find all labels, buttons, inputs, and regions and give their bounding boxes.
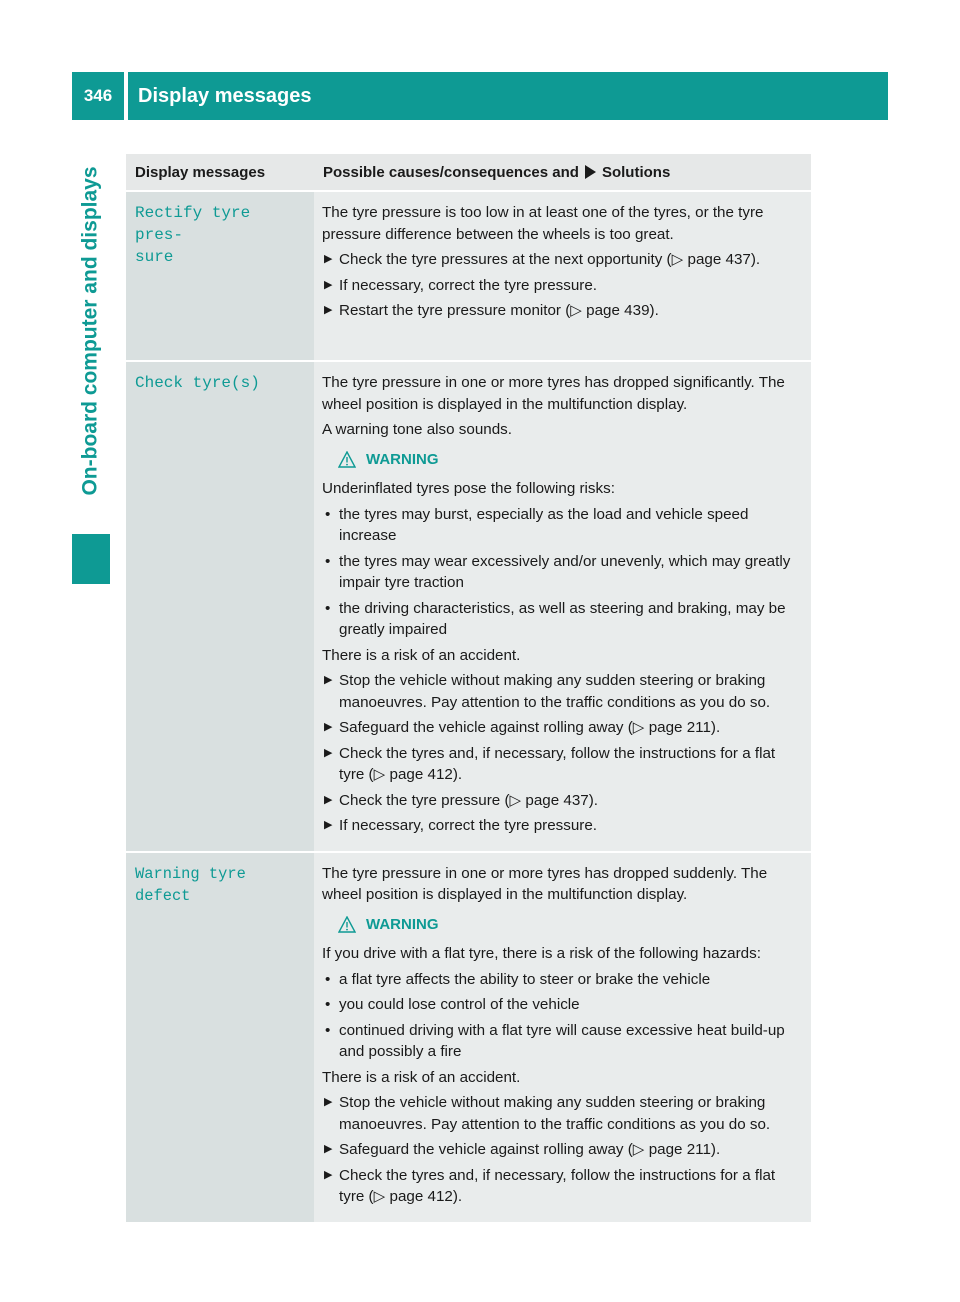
table-row	[126, 191, 811, 361]
solution-cell	[314, 361, 811, 852]
column-header-messages: Display messages	[126, 154, 314, 191]
step-text: Check the tyres and, if necessary, follow the instructions for a flat tyre (▷ page 412).	[339, 1166, 776, 1205]
side-tab	[72, 128, 110, 534]
step-text: If necessary, correct the tyre pressure.	[339, 817, 598, 834]
cause-text: A warning tone also sounds.	[322, 421, 512, 438]
bullet-text: a flat tyre affects the ability to steer or brake the vehicle	[339, 970, 711, 988]
step-text: Check the tyres and, if necessary, follow the instructions for a flat tyre (▷ page 412).	[339, 744, 776, 783]
risk-bullet	[322, 504, 803, 547]
risk-bullet	[322, 994, 803, 1016]
cause-text: The tyre pressure in one or more tyres has dropped significantly. The wheel position is displayed in the multifunction display.	[322, 374, 785, 413]
step-arrow-icon: ▶	[324, 304, 333, 316]
risk-text: There is a risk of an accident.	[322, 646, 521, 664]
step-arrow-icon: ▶	[324, 1143, 333, 1155]
page-title: Display messages	[128, 72, 888, 120]
bullet-text: the tyres may wear excessively and/or unevenly, which may greatly impair tyre traction	[339, 552, 791, 591]
step-text: Restart the tyre pressure monitor (▷ page 439).	[339, 302, 659, 319]
message-text: Rectify tyre pres‐	[135, 204, 251, 244]
step-arrow-icon: ▶	[324, 721, 333, 733]
bullet-text: you could lose control of the vehicle	[339, 996, 580, 1013]
column-header-solutions	[314, 154, 811, 191]
step-item	[322, 815, 803, 837]
step-arrow-icon: ▶	[324, 746, 333, 759]
page-header	[72, 72, 888, 120]
step-text: Check the tyre pressures at the next opportunity (▷ page 437).	[339, 251, 761, 268]
step-arrow-icon: ▶	[324, 819, 333, 831]
step-text: Stop the vehicle without making any sudden steering or braking manoeuvres. Pay attention to the traffic conditions as you do so.	[339, 672, 771, 711]
cause-text: The tyre pressure is too low in at least one of the tyres, or the tyre pressure difference between the wheels is too great.	[322, 204, 764, 243]
warning-label: WARNING	[366, 915, 439, 933]
bullet-icon: •	[325, 996, 331, 1013]
risk-text: There is a risk of an accident.	[322, 1068, 521, 1086]
bullet-icon: •	[325, 970, 331, 988]
risk-intro: Underinflated tyres pose the following risks:	[322, 480, 615, 497]
page-number: 346	[72, 72, 124, 120]
step-item	[322, 717, 803, 739]
warning-heading	[338, 914, 803, 936]
risk-bullet	[322, 1020, 803, 1063]
bullet-text: the tyres may burst, especially as the load and vehicle speed increase	[339, 505, 749, 544]
column-header-causes: Possible causes/consequences and	[323, 163, 579, 181]
risk-intro: If you drive with a flat tyre, there is a risk of the following hazards:	[322, 945, 761, 962]
step-item	[322, 275, 803, 297]
step-text: Check the tyre pressure (▷ page 437).	[339, 791, 599, 809]
side-tab-label: On-board computer and displays	[79, 166, 102, 496]
step-arrow-icon: ▶	[324, 793, 333, 806]
bullet-icon: •	[325, 552, 331, 570]
table-header-row	[126, 154, 811, 191]
display-messages-table	[126, 154, 811, 1222]
solution-cell	[314, 191, 811, 361]
bullet-text: continued driving with a flat tyre will cause excessive heat build-up and possibly a fire	[339, 1021, 785, 1060]
column-header-solutions-label: Solutions	[601, 163, 671, 181]
bullet-icon: •	[325, 599, 331, 617]
risk-bullet	[322, 551, 803, 594]
step-text: Safeguard the vehicle against rolling away (▷ page 211).	[339, 719, 721, 736]
table-row	[126, 852, 811, 1222]
step-arrow-icon: ▶	[324, 278, 333, 291]
warning-heading	[338, 449, 803, 471]
solution-cell	[314, 852, 811, 1222]
message-text: Check tyre(s)	[135, 374, 260, 392]
step-text: Safeguard the vehicle against rolling away (▷ page 211).	[339, 1141, 721, 1158]
step-text: Stop the vehicle without making any sudden steering or braking manoeuvres. Pay attention to the traffic conditions as you do so.	[339, 1094, 771, 1133]
step-item	[322, 1139, 803, 1161]
step-item	[322, 300, 803, 322]
step-item	[322, 1165, 803, 1208]
step-arrow-icon: ▶	[324, 1096, 333, 1108]
message-text-cont: sure	[135, 248, 174, 266]
table-row	[126, 361, 811, 852]
step-item	[322, 743, 803, 786]
bullet-icon: •	[325, 1021, 331, 1039]
message-cell	[126, 191, 314, 361]
bullet-text: the driving characteristics, as well as steering and braking, may be greatly impaired	[339, 599, 786, 638]
step-item	[322, 1092, 803, 1135]
warning-triangle-icon	[338, 451, 356, 468]
message-cell	[126, 852, 314, 1222]
risk-bullet	[322, 969, 803, 991]
side-tab-marker	[72, 534, 110, 584]
risk-bullet	[322, 598, 803, 641]
message-cell	[126, 361, 314, 852]
solution-arrow-icon	[585, 165, 596, 179]
cause-text: The tyre pressure in one or more tyres has dropped suddenly. The wheel position is displayed in the multifunction display.	[322, 864, 768, 903]
step-item	[322, 670, 803, 713]
bullet-icon: •	[325, 505, 331, 523]
step-item	[322, 790, 803, 812]
step-arrow-icon: ▶	[324, 1168, 333, 1181]
warning-label: WARNING	[366, 450, 439, 468]
message-text: Warning tyre defect	[135, 864, 246, 905]
step-item	[322, 249, 803, 271]
step-arrow-icon: ▶	[324, 674, 333, 686]
step-text: If necessary, correct the tyre pressure.	[339, 276, 598, 294]
step-arrow-icon: ▶	[324, 253, 333, 265]
warning-triangle-icon	[338, 916, 356, 933]
